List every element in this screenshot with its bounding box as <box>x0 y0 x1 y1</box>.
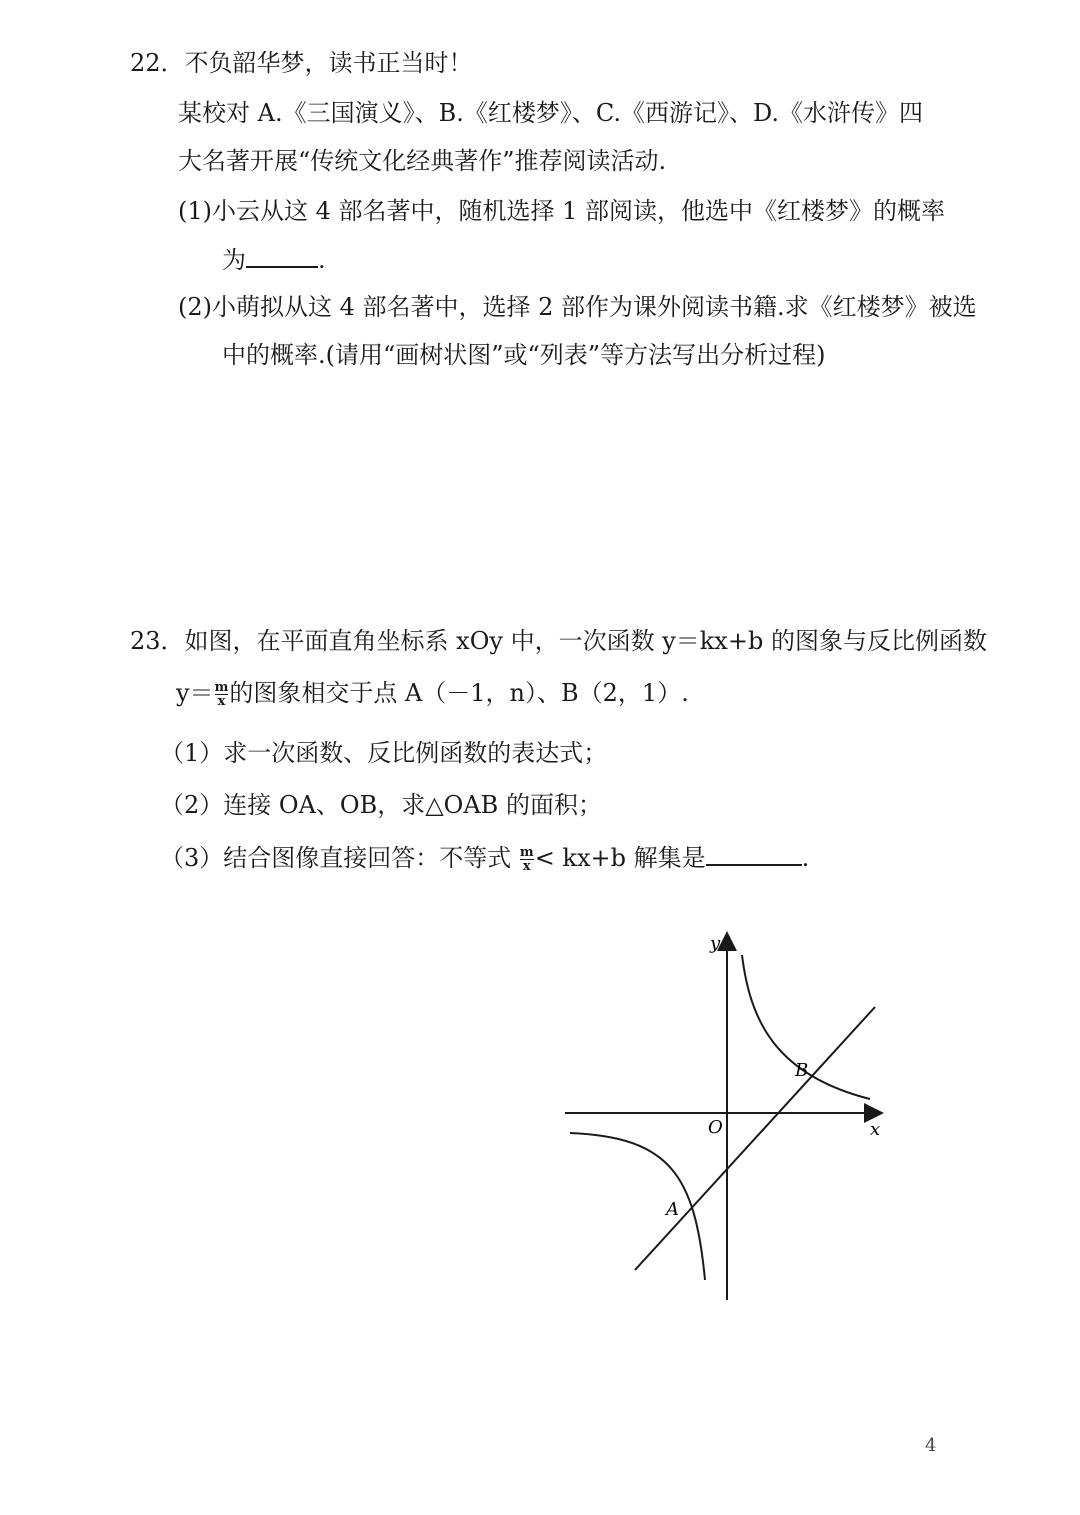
q22-part2-line2: 中的概率.(请用“画树状图”或“列表”等方法写出分析过程) <box>222 341 826 369</box>
fraction-denominator: x <box>217 694 226 709</box>
q22-title: 不负韶华梦，读书正当时！ <box>184 49 473 77</box>
page-number: 4 <box>925 1435 937 1456</box>
q22-intro-line2: 大名著开展“传统文化经典著作”推荐阅读活动. <box>178 147 667 175</box>
q23-part3-suffix: . <box>801 844 810 872</box>
q22-part2-line1: (2)小萌拟从这 4 部名著中，选择 2 部作为课外阅读书籍.求《红楼梦》被选 <box>178 293 977 321</box>
hyperbola-branch-lower <box>570 1133 705 1280</box>
inequality-fraction <box>520 846 534 873</box>
q23-part3-prefix: （3）结合图像直接回答：不等式 <box>160 844 512 872</box>
q22-header <box>130 48 473 78</box>
q22-answer-blank[interactable] <box>246 244 318 268</box>
q23-part1: （1）求一次函数、反比例函数的表达式； <box>160 739 608 767</box>
q23-stem-suffix: 的图象相交于点 A（－1，n）、B（2，1）. <box>229 679 689 707</box>
q23-answer-blank[interactable] <box>706 842 802 866</box>
q23-part2: （2）连接 OA、OB，求△OAB 的面积； <box>160 791 602 819</box>
q22-part1-suffix: . <box>318 246 326 274</box>
q22-intro-line1: 某校对 A.《三国演义》、B.《红楼梦》、C.《西游记》、D.《水浒传》四 <box>178 99 924 127</box>
point-a-label: A <box>666 1199 679 1220</box>
q22-part1-line1: (1)小云从这 4 部名著中，随机选择 1 部阅读，他选中《红楼梦》的概率 <box>178 197 946 225</box>
q23-stem-line2 <box>176 678 689 708</box>
q22-part1-prefix: 为 <box>222 246 246 274</box>
m-over-x-fraction <box>215 681 229 708</box>
inequality-numerator: m <box>519 845 534 860</box>
linear-function-line <box>635 1007 875 1270</box>
y-axis-label: y <box>710 933 721 954</box>
origin-label: O <box>708 1117 723 1138</box>
coordinate-graph <box>550 925 895 1310</box>
inequality-denominator: x <box>522 859 531 874</box>
q23-part3-middle: < kx+b 解集是 <box>534 844 706 872</box>
q23-stem-line1 <box>130 626 987 656</box>
point-b-label: B <box>795 1060 809 1081</box>
fraction-numerator: m <box>214 680 229 695</box>
q23-stem-prefix: y＝ <box>176 679 214 707</box>
q23-stem-text: 如图，在平面直角坐标系 xOy 中，一次函数 y＝kx+b 的图象与反比例函数 <box>184 627 987 655</box>
q22-part1-line2 <box>222 244 326 275</box>
q23-part3 <box>160 842 809 873</box>
q22-number: 22． <box>130 49 185 77</box>
x-axis-label: x <box>870 1119 881 1140</box>
q23-number: 23． <box>130 627 185 655</box>
